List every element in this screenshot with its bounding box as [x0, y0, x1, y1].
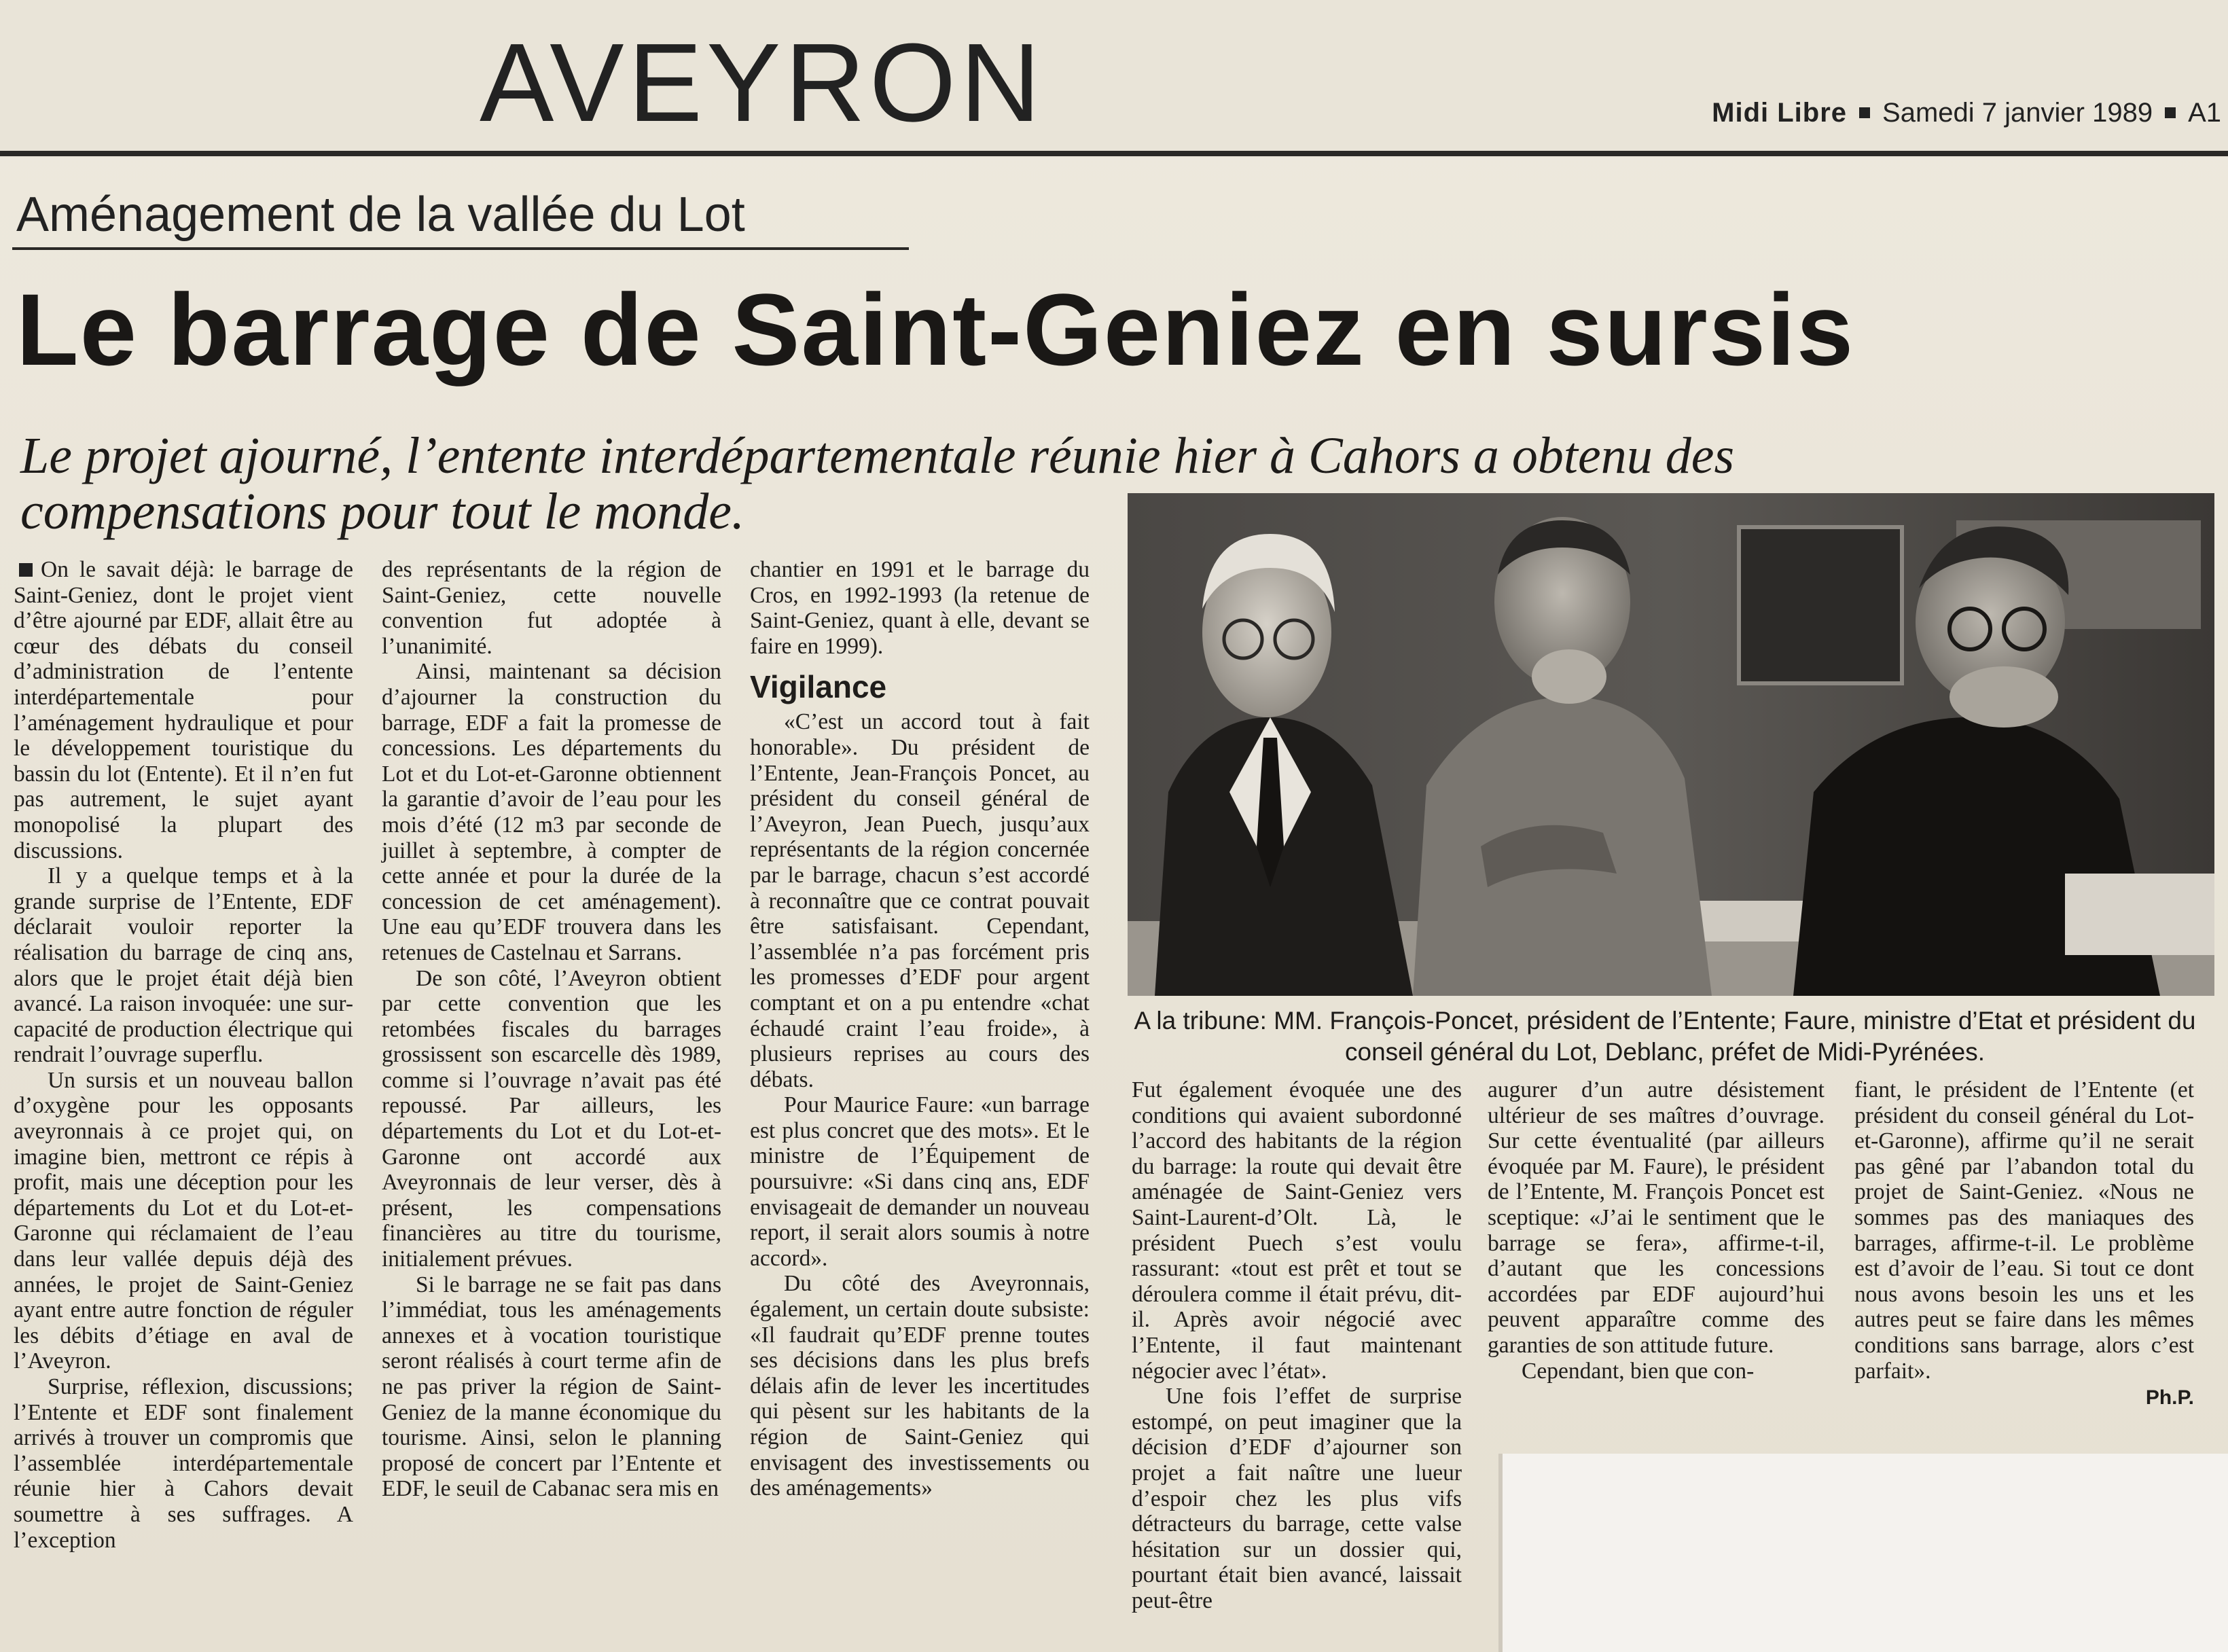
kicker-underline: [12, 247, 909, 250]
photo-caption: A la tribune: MM. François-Poncet, président de l’Entente; Faure, ministre d’Etat et président du conseil général du Lot, Deblanc, préfet de Midi-Pyrénées.: [1134, 1007, 2196, 1066]
article-photo: [1128, 493, 2214, 996]
article-column-1: [14, 557, 353, 1553]
paragraph: Une fois l’effet de surprise estompé, on peut imaginer que la décision d’EDF d’ajourner son projet a fait naître une lueur d’espoir chez les plus vifs détracteurs du barrage, cette valse hésitation sur un dossier qui, pourtant était bien avancé, laissait peut-être: [1132, 1384, 1462, 1613]
article-column-4: [1132, 1077, 1462, 1613]
article-column-2: [382, 557, 721, 1502]
paragraph: Si le barrage ne se fait pas dans l’immédiat, tous les aménagements annexes et à vocation touristique seront réalisés à court terme afin de ne pas priver la région de Saint-Geniez de la manne économique du tourisme. Ainsi, selon le planning proposé de concert par l’Entente et EDF, le seuil de Cabanac sera mis en: [382, 1272, 721, 1502]
article-column-6: [1854, 1077, 2194, 1411]
page-header: [0, 0, 2228, 158]
square-bullet-icon: [2165, 107, 2176, 118]
paragraph: fiant, le président de l’Entente (et président du conseil général du Lot-et-Garonne), affirme qu’il ne serait pas gêné par l’abandon total du projet de Saint-Geniez. «Nous ne sommes pas des maniaques des barrages, affirme-t-il. Le problème est d’avoir de l’eau. Si tout ce dont nous avons besoin les uns et les autres peut se faire dans les mêmes conditions sans barrage, alors c’est parfait».: [1854, 1077, 2194, 1384]
issue-date: Samedi 7 janvier 1989: [1882, 98, 2153, 128]
article-column-5: [1488, 1077, 1825, 1384]
paragraph: Pour Maurice Faure: «un barrage est plus concret que des mots». Et le ministre de l’Équipement de poursuivre: «Si dans cinq ans, EDF envisageait de demander un nouveau report, il serait alors soumis à notre accord».: [750, 1092, 1090, 1271]
masthead: [1712, 99, 2221, 126]
square-bullet-icon: [1859, 107, 1870, 118]
paragraph: chantier en 1991 et le barrage du Cros, en 1992-1993 (la retenue de Saint-Geniez, quant à elle, devant se faire en 1999).: [750, 557, 1090, 659]
paragraph: Surprise, réflexion, discussions; l’Entente et EDF sont finalement arrivés à trouver un compromis que l’assemblée interdépartementale réunie hier à Cahors devait soumettre à ses suffrages. A l’exception: [14, 1374, 353, 1553]
paragraph: Il y a quelque temps et à la grande surprise de l’Entente, EDF déclarait vouloir reporter la réalisation du barrage de cinq ans, alors que le projet était déjà bien avancé. La raison invoquée: une sur-capacité de production électrique qui rendrait l’ouvrage superflu.: [14, 863, 353, 1068]
article-kicker: Aménagement de la vallée du Lot: [16, 187, 745, 242]
paragraph: Ainsi, maintenant sa décision d’ajourner la construction du barrage, EDF a fait la promesse de concessions. Les départements du Lot et du Lot-et-Garonne obtiennent la garantie d’avoir de l’eau pour les mois d’été (12 m3 par seconde de juillet à septembre, à compter de cette année et pour la durée de la concession de cet aménagement). Une eau qu’EDF trouvera dans les retenues de Castelnau et Sarrans.: [382, 659, 721, 965]
paragraph: On le savait déjà: le barrage de Saint-Geniez, dont le projet vient d’être ajourné par EDF, allait être au cœur des débats du conseil d’administration de l’entente interdépartementale pour l’aménagement hydraulique et pour le développement touristique du bassin du lot (Entente). Et il n’en fut pas autrement, le sujet ayant monopolisé la plupart des discussions.: [14, 557, 353, 863]
page-number: A1: [2188, 98, 2221, 128]
paragraph: Du côté des Aveyronnais, également, un certain doute subsiste: «Il faudrait qu’EDF prenne toutes ses décisions dans les plus brefs délais afin de lever les incertitudes qui pèsent sur les habitants de la région de Saint-Geniez qui envisagent des investissements ou des aménagements»: [750, 1271, 1090, 1501]
cutout-edge: [1498, 1454, 1503, 1652]
article-deck: Le projet ajourné, l’entente interdépartementale réunie hier à Cahors a obtenu des compensations pour tout le monde.: [20, 427, 1735, 540]
article-headline: Le barrage de Saint-Geniez en sursis: [16, 272, 1855, 387]
clipping-cutout: [1498, 1454, 2228, 1652]
paragraph: Fut également évoquée une des conditions qui avaient subordonné l’accord des habitants de la région du barrage: la route qui devait être aménagée de Saint-Geniez vers Saint-Laurent-d’Olt. Là, le président Puech s’est voulu rassurant: «tout est prêt et tout se déroulera comme il était prévu, dit-il. Après avoir négocié avec l’Entente, il faut maintenant négocier avec l’état».: [1132, 1077, 1462, 1384]
paragraph: De son côté, l’Aveyron obtient par cette convention que les retombées fiscales du barrages grossissent son escarcelle dès 1989, comme si l’ouvrage n’avait pas été repoussé. Par ailleurs, les départements du Lot et du Lot-et-Garonne ont accordé aux Aveyronnais de leur verser, dès à présent, les compensations financières au titre du tourisme, initialement prévues.: [382, 965, 721, 1272]
paragraph: des représentants de la région de Saint-Geniez, cette nouvelle convention fut adoptée à l’unanimité.: [382, 557, 721, 659]
paragraph: Cependant, bien que con-: [1522, 1358, 1755, 1384]
header-rule: [0, 151, 2228, 156]
newspaper-name: Midi Libre: [1712, 98, 1848, 128]
paragraph: «C’est un accord tout à fait honorable». Du président de l’Entente, Jean-François Poncet, au président du conseil général de l’Aveyron, Jean Puech, jusqu’aux représentants de la région concernée par le barrage, chacun s’est accordé à reconnaître que ce contrat pouvait être satisfaisant. Cependant, l’assemblée n’a pas forcément pris les promesses d’EDF pour argent comptant et on a pu entendre «chat échaudé craint l’eau froide», à plusieurs reprises au cours des débats.: [750, 709, 1090, 1092]
photo-image: [1128, 493, 2214, 996]
subhead: Vigilance: [750, 669, 887, 705]
paragraph: Un sursis et un nouveau ballon d’oxygène pour les opposants aveyronnais à ce projet qui, on imagine bien, mettront ce répis à profit, mais une déception pour les départements du Lot et du Lot-et-Garonne qui réclamaient de l’eau dans leur vallée depuis déjà des années, le projet de Saint-Geniez ayant entre autre fonction de réguler les débits d’étiage en aval de l’Aveyron.: [14, 1067, 353, 1374]
paragraph: augurer d’un autre désistement ultérieur de ses maîtres d’ouvrage. Sur cette éventualité (par ailleurs évoquée par M. Faure), le président de l’Entente, M. François Poncet est sceptique: «J’ai le sentiment que le barrage se fera», affirme-t-il, d’autant que les concessions accordées par EDF aujourd’hui peuvent apparaître comme des garanties de son attitude future.: [1488, 1077, 1825, 1358]
article-column-3: [750, 557, 1090, 1501]
square-bullet-icon: [19, 563, 33, 577]
author-signature: Ph.P.: [2145, 1386, 2194, 1409]
section-title: AVEYRON: [480, 20, 1045, 145]
